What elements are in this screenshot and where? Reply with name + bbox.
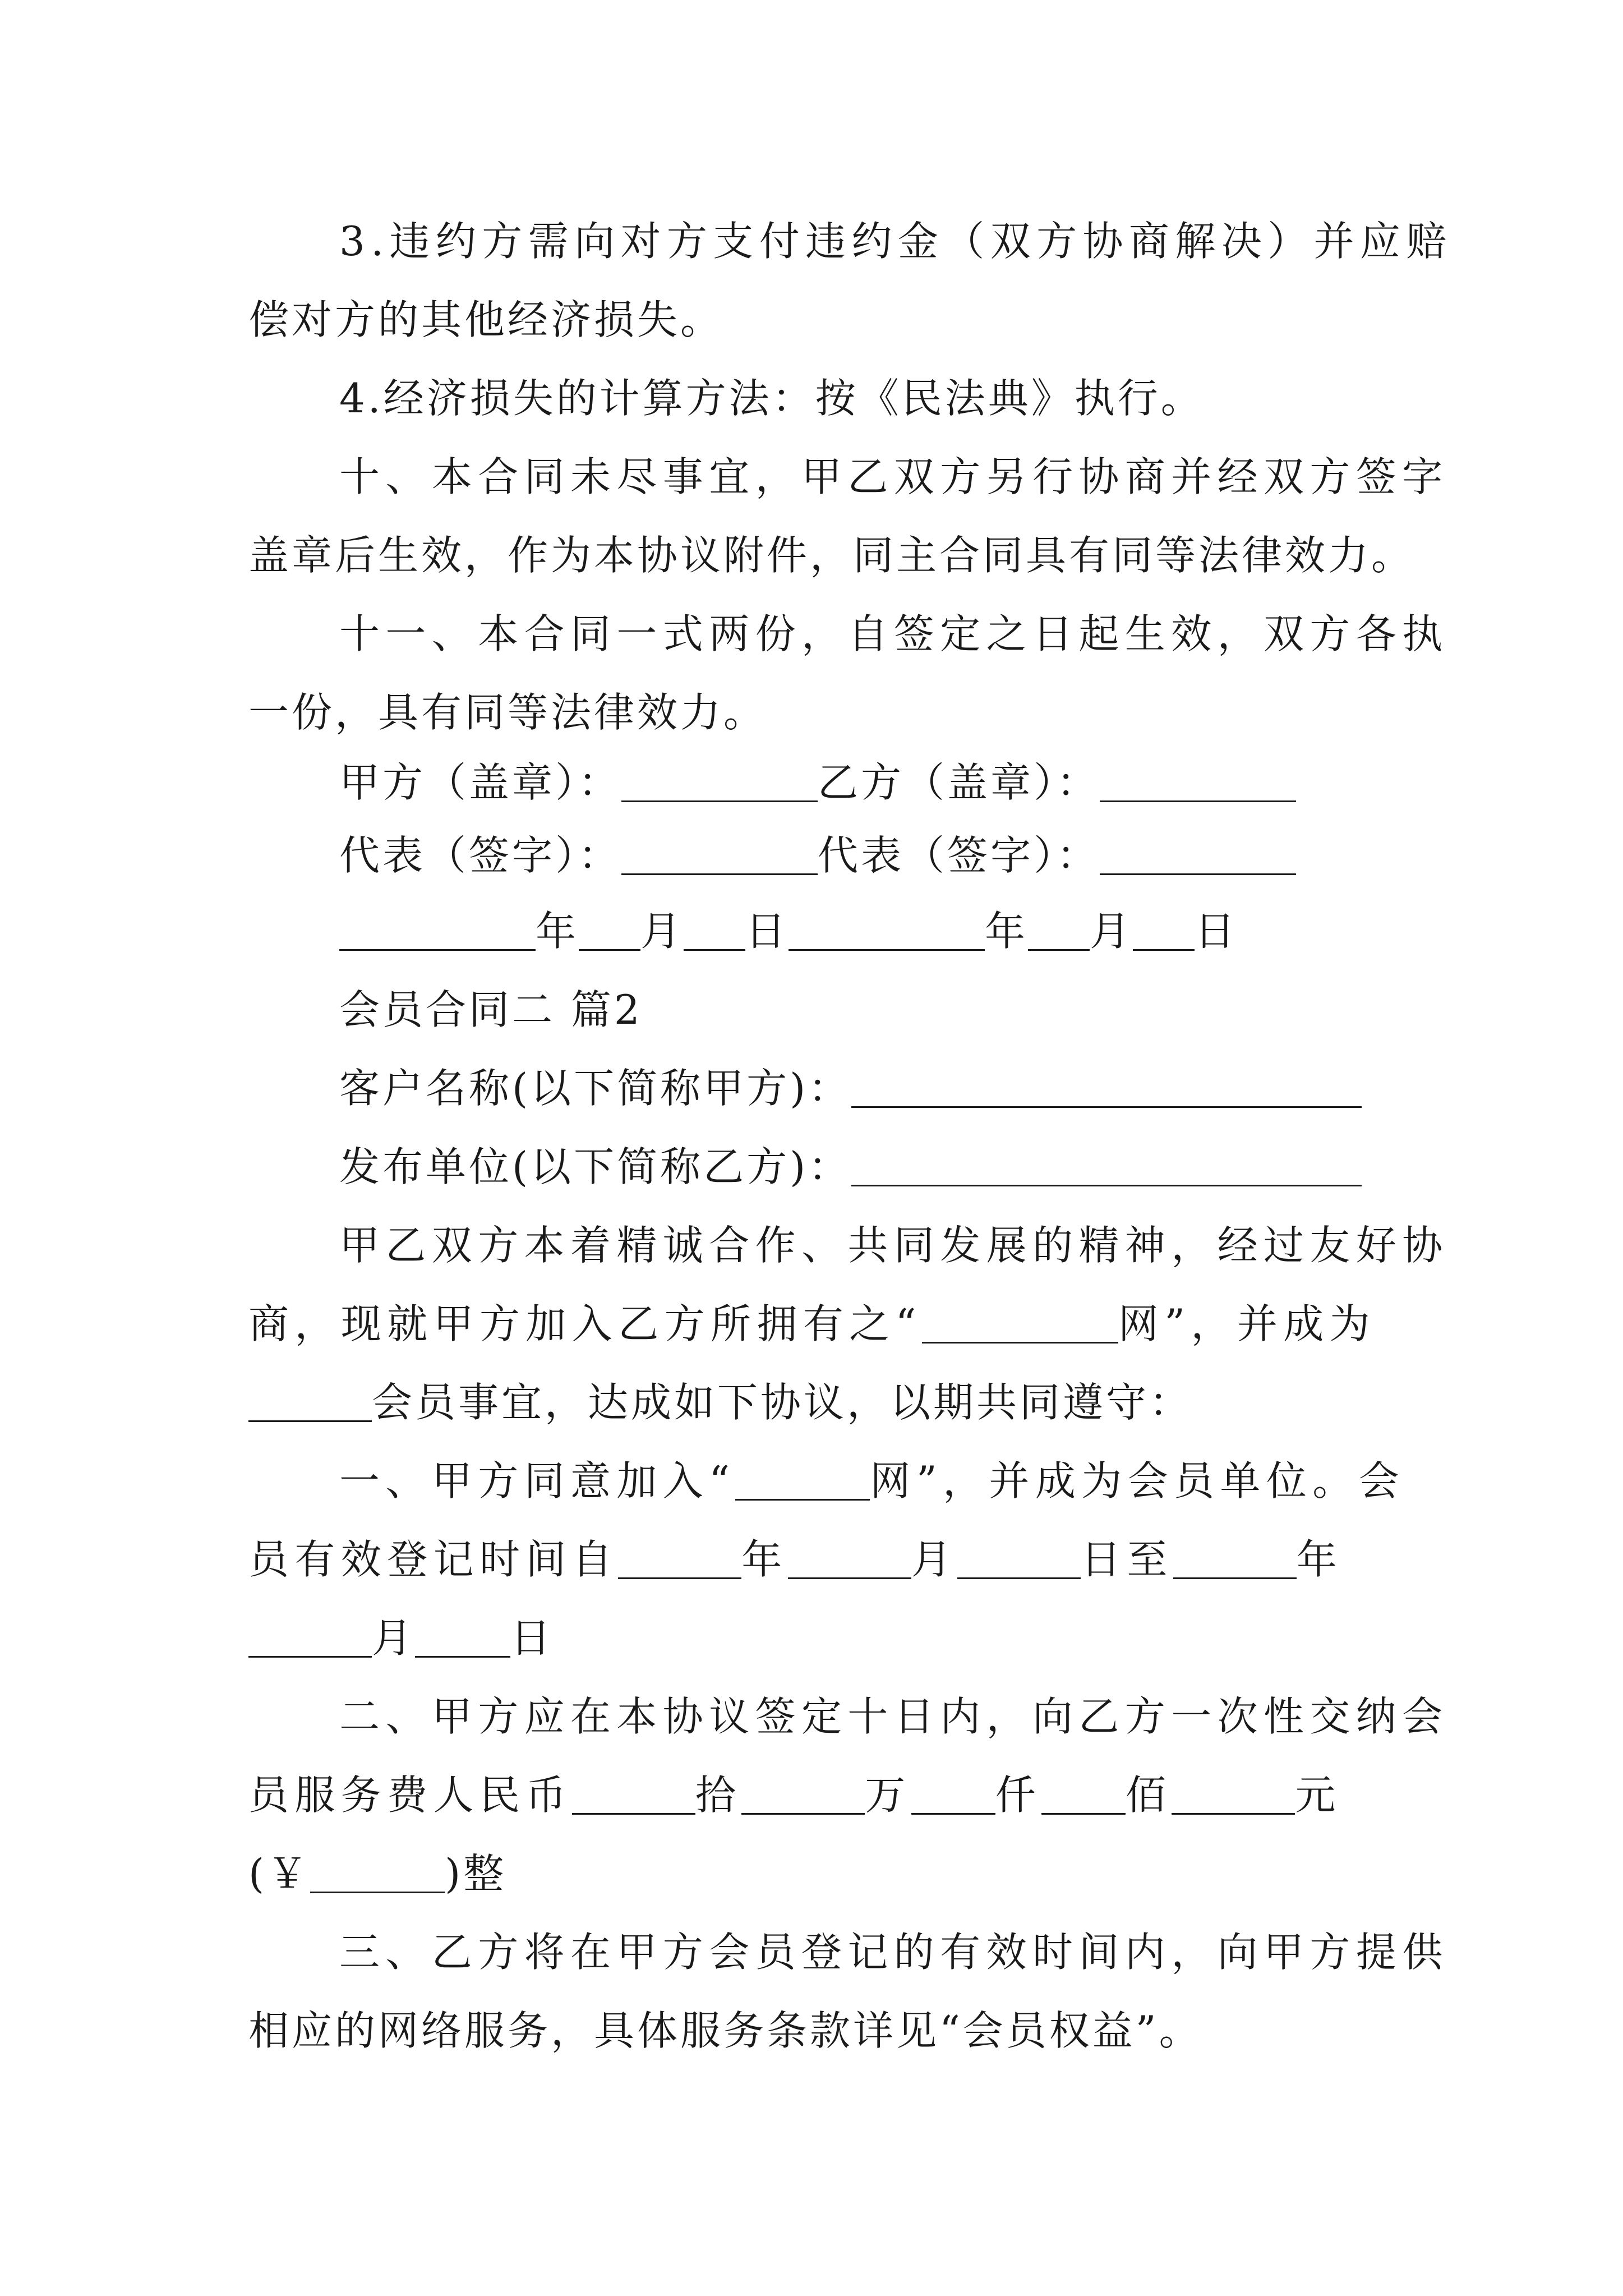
unit-shi: 拾 [695, 1772, 742, 1819]
clause-3-line-2: 偿对方的其他经济损失。 [248, 296, 724, 343]
publisher-line [339, 1136, 1362, 1198]
party-a-seal-label: 甲方（盖章）： [339, 759, 622, 806]
client-blank [851, 1068, 1362, 1108]
year-a-blank [339, 911, 536, 951]
end-year-blank [1173, 1539, 1297, 1579]
amount-figure-blank [310, 1853, 445, 1893]
representative-line [339, 825, 1296, 886]
date-line [339, 900, 1238, 962]
publisher-label: 发布单位(以下简称乙方)： [339, 1143, 852, 1190]
party-b-seal-blank [1100, 762, 1296, 802]
article-1-line-1 [339, 1450, 1405, 1512]
clause-3-line-1: 3.违约方需向对方支付违约金（双方协商解决）并应赔 [339, 218, 1453, 265]
publisher-blank [851, 1147, 1362, 1186]
month-a-blank [579, 911, 640, 951]
article-1-website-blank [735, 1461, 870, 1501]
section-title: 会员合同二 篇2 [339, 986, 643, 1033]
start-month-blank [788, 1539, 911, 1579]
amount-figure-open: (￥ [248, 1850, 311, 1897]
client-line [339, 1057, 1362, 1119]
intro-line-2-a: 商，现就甲方加入乙方所拥有之“ [248, 1300, 922, 1347]
clause-10-line-1: 十、本合同未尽事宜，甲乙双方另行协商并经双方签字 [339, 453, 1449, 500]
month-a-label: 月 [640, 908, 684, 955]
rep-sign-b-blank [1100, 835, 1296, 875]
article-1-line-2 [248, 1529, 1343, 1590]
day-b-label: 日 [1195, 908, 1238, 955]
unit-wan: 万 [865, 1772, 911, 1819]
day-a-blank [684, 911, 745, 951]
intro-line-1: 甲乙双方本着精诚合作、共同发展的精神，经过友好协 [339, 1222, 1449, 1269]
article-1-line-3 [248, 1607, 554, 1669]
article-1-line-1-b: 网”，并成为会员单位。会 [870, 1457, 1405, 1504]
intro-line-2 [248, 1293, 1376, 1355]
amount-qian-blank [911, 1775, 995, 1815]
start-day-to-label: 日至 [1081, 1536, 1173, 1583]
article-1-line-2-a: 员有效登记时间自 [248, 1536, 619, 1583]
end-day-label: 日 [510, 1614, 554, 1662]
article-2-line-3 [248, 1843, 506, 1904]
party-a-seal-blank [621, 762, 818, 802]
article-3-line-1: 三、乙方将在甲方会员登记的有效时间内，向甲方提供 [339, 1929, 1449, 1976]
party-b-seal-label: 乙方（盖章）： [818, 759, 1100, 806]
year-a-label: 年 [536, 908, 579, 955]
article-1-line-1-a: 一、甲方同意加入“ [339, 1457, 736, 1504]
clause-11-line-1: 十一、本合同一式两份，自签定之日起生效，双方各执 [339, 610, 1449, 657]
amount-shi-wan-blank [572, 1775, 695, 1815]
year-b-label: 年 [985, 908, 1029, 955]
year-b-blank [789, 911, 985, 951]
clause-11-line-2: 一份，具有同等法律效力。 [248, 689, 767, 736]
start-month-label: 月 [911, 1536, 958, 1583]
clause-4: 4.经济损失的计算方法：按《民法典》执行。 [339, 375, 1204, 422]
amount-wan-blank [741, 1775, 865, 1815]
day-a-label: 日 [745, 908, 789, 955]
member-type-blank [248, 1382, 372, 1422]
month-b-blank [1028, 911, 1090, 951]
amount-bai-blank [1041, 1775, 1126, 1815]
seal-line [339, 752, 1296, 813]
website-name-blank [922, 1304, 1118, 1343]
unit-yuan: 元 [1295, 1772, 1341, 1819]
amount-yuan-blank [1172, 1775, 1295, 1815]
client-label: 客户名称(以下简称甲方)： [339, 1065, 852, 1112]
intro-line-2-b: 网”，并成为 [1118, 1300, 1376, 1347]
end-day-blank [415, 1618, 510, 1658]
end-year-label: 年 [1296, 1536, 1343, 1583]
start-year-blank [618, 1539, 741, 1579]
rep-sign-a-label: 代表（签字）： [339, 832, 622, 879]
intro-line-3 [248, 1372, 1192, 1433]
amount-figure-close: )整 [445, 1850, 507, 1897]
clause-10-line-2: 盖章后生效，作为本协议附件，同主合同具有同等法律效力。 [248, 532, 1415, 579]
article-2-line-2 [248, 1764, 1341, 1826]
unit-bai: 佰 [1126, 1772, 1172, 1819]
intro-line-3-text: 会员事宜，达成如下协议，以期共同遵守： [372, 1379, 1193, 1426]
rep-sign-b-label: 代表（签字）： [818, 832, 1100, 879]
article-2-line-1: 二、甲方应在本协议签定十日内，向乙方一次性交纳会 [339, 1693, 1449, 1740]
day-b-blank [1133, 911, 1195, 951]
article-3-line-2: 相应的网络服务，具体服务条款详见“会员权益”。 [248, 2007, 1202, 2054]
start-day-blank [957, 1539, 1081, 1579]
article-2-line-2-a: 员服务费人民币 [248, 1772, 572, 1819]
rep-sign-a-blank [621, 835, 818, 875]
unit-qian: 仟 [995, 1772, 1042, 1819]
start-year-label: 年 [741, 1536, 788, 1583]
month-b-label: 月 [1090, 908, 1133, 955]
end-month-blank [248, 1618, 372, 1658]
end-month-label: 月 [372, 1614, 416, 1662]
